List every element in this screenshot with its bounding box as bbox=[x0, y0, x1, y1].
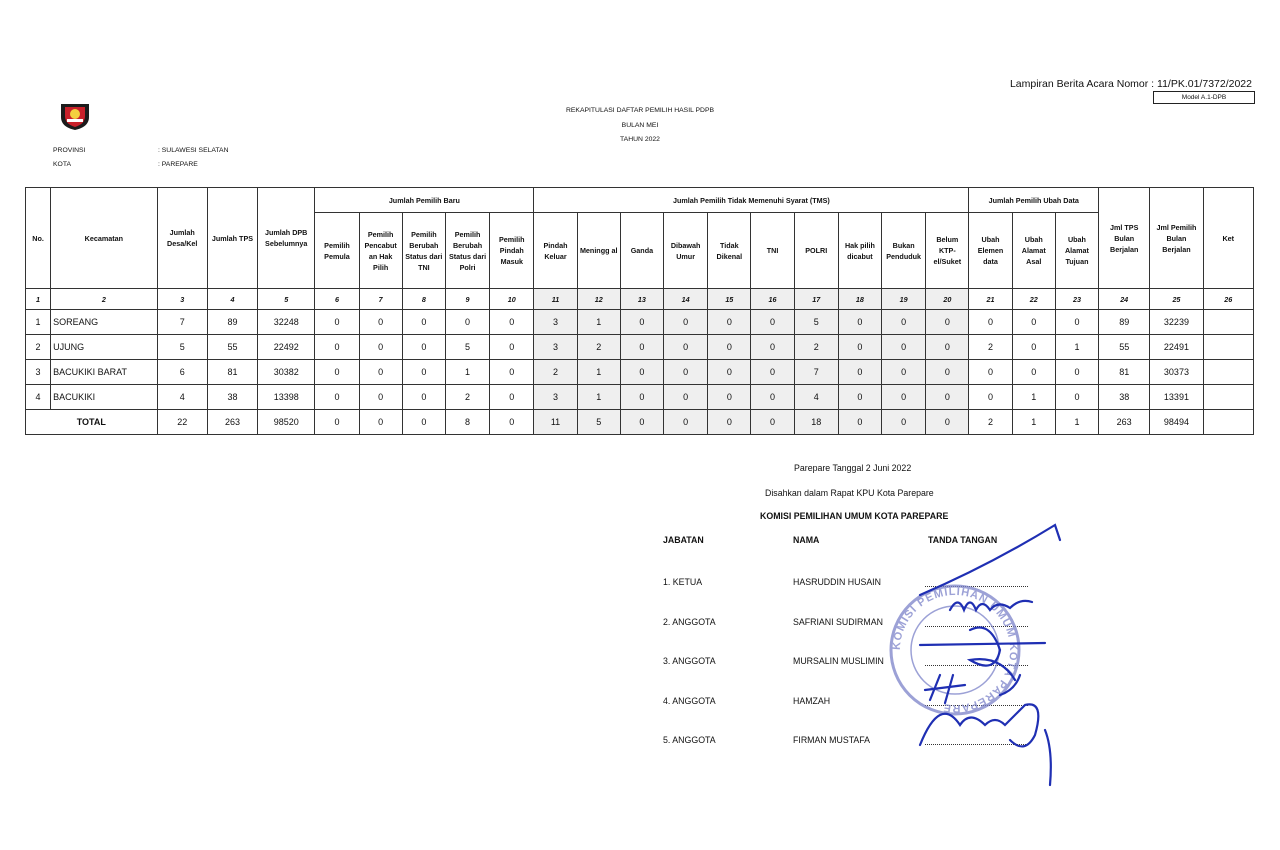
row-number: 2 bbox=[26, 335, 51, 360]
member-nama: HAMZAH bbox=[793, 695, 831, 706]
sub-tms-header-3: Ganda bbox=[620, 213, 663, 289]
signature-line bbox=[925, 705, 1028, 706]
header-tanda-tangan: TANDA TANGAN bbox=[928, 535, 998, 545]
lampiran-reference: Lampiran Berita Acara Nomor : 11/PK.01/7372/2022 bbox=[1009, 78, 1252, 90]
ubah-data-cell: 0 bbox=[969, 385, 1012, 410]
column-number: 7 bbox=[359, 289, 402, 310]
ubah-data-cell: 0 bbox=[969, 310, 1012, 335]
sub-tms-header-1: Pindah Keluar bbox=[534, 213, 577, 289]
tms-cell: 2 bbox=[794, 335, 838, 360]
tms-cell: 0 bbox=[664, 310, 708, 335]
row-number: 4 bbox=[26, 385, 51, 410]
sub-tms-header-8: Hak pilih dicabut bbox=[838, 213, 881, 289]
pemilih-baru-cell: 0 bbox=[359, 310, 402, 335]
sub-baru-header-1: Pemilih Pemula bbox=[315, 213, 359, 289]
title-line-1: REKAPITULASI DAFTAR PEMILIH HASIL PDPB bbox=[565, 107, 715, 114]
member-jabatan: 2. ANGGOTA bbox=[663, 616, 716, 627]
header-group-ubah: Jumlah Pemilih Ubah Data bbox=[969, 188, 1099, 213]
tms-cell: 0 bbox=[708, 310, 751, 335]
sub-tms-header-5: Tidak Dikenal bbox=[708, 213, 751, 289]
desa-cell: 7 bbox=[157, 310, 207, 335]
tms-cell: 1 bbox=[577, 310, 620, 335]
total-row bbox=[26, 410, 1254, 435]
tps-cell: 38 bbox=[207, 385, 257, 410]
column-number: 11 bbox=[534, 289, 577, 310]
tms-cell: 0 bbox=[620, 335, 663, 360]
member-jabatan: 1. KETUA bbox=[663, 577, 703, 587]
tms-cell: 0 bbox=[838, 385, 881, 410]
table-row bbox=[26, 385, 1254, 410]
total-tms-cell: 0 bbox=[664, 410, 708, 435]
pemilih-baru-cell: 0 bbox=[445, 310, 489, 335]
header-group-baru: Jumlah Pemilih Baru bbox=[315, 188, 534, 213]
ubah-data-cell: 0 bbox=[1012, 310, 1055, 335]
tms-cell: 0 bbox=[882, 310, 926, 335]
total-tms-cell: 18 bbox=[794, 410, 838, 435]
column-number: 14 bbox=[664, 289, 708, 310]
tms-cell: 5 bbox=[794, 310, 838, 335]
total-tms-cell: 0 bbox=[882, 410, 926, 435]
provinsi-row bbox=[53, 147, 229, 154]
komisi-text: KOMISI PEMILIHAN UMUM KOTA PAREPARE bbox=[760, 511, 949, 521]
column-number: 3 bbox=[157, 289, 207, 310]
tms-cell: 0 bbox=[664, 385, 708, 410]
column-number: 18 bbox=[838, 289, 881, 310]
tms-cell: 2 bbox=[534, 360, 577, 385]
row-number: 3 bbox=[26, 360, 51, 385]
tms-cell: 0 bbox=[838, 310, 881, 335]
tms-cell: 0 bbox=[926, 385, 969, 410]
kecamatan-cell: SOREANG bbox=[51, 310, 158, 335]
jml-tps-cell: 89 bbox=[1099, 310, 1150, 335]
total-ubah-cell: 1 bbox=[1055, 410, 1098, 435]
ubah-data-cell: 0 bbox=[1055, 385, 1098, 410]
total-label: TOTAL bbox=[26, 410, 158, 435]
ket-cell bbox=[1203, 385, 1253, 410]
ubah-data-cell: 0 bbox=[1055, 360, 1098, 385]
header-jabatan: JABATAN bbox=[663, 535, 704, 545]
column-number: 2 bbox=[51, 289, 158, 310]
column-number: 13 bbox=[620, 289, 663, 310]
pemilih-baru-cell: 0 bbox=[315, 335, 359, 360]
tms-cell: 0 bbox=[708, 335, 751, 360]
dpb-cell: 32248 bbox=[258, 310, 315, 335]
total-ubah-cell: 2 bbox=[969, 410, 1012, 435]
column-number: 6 bbox=[315, 289, 359, 310]
pemilih-baru-cell: 0 bbox=[490, 335, 534, 360]
desa-cell: 6 bbox=[157, 360, 207, 385]
kpu-logo bbox=[58, 101, 92, 131]
stamp-and-signatures bbox=[880, 510, 1080, 790]
ubah-data-cell: 1 bbox=[1012, 385, 1055, 410]
provinsi-label: PROVINSI bbox=[53, 147, 86, 154]
tms-cell: 0 bbox=[620, 310, 663, 335]
tms-cell: 0 bbox=[751, 310, 794, 335]
ket-cell bbox=[1203, 360, 1253, 385]
column-number: 20 bbox=[926, 289, 969, 310]
tps-cell: 89 bbox=[207, 310, 257, 335]
total-tms-cell: 0 bbox=[751, 410, 794, 435]
tms-cell: 1 bbox=[577, 385, 620, 410]
column-number: 23 bbox=[1055, 289, 1098, 310]
total-tms-cell: 5 bbox=[577, 410, 620, 435]
model-label: Model A.1-DPB bbox=[1153, 91, 1255, 104]
total-baru-cell: 0 bbox=[359, 410, 402, 435]
column-number: 26 bbox=[1203, 289, 1253, 310]
tms-cell: 4 bbox=[794, 385, 838, 410]
total-dpb: 98520 bbox=[258, 410, 315, 435]
kota-row bbox=[53, 161, 198, 168]
ubah-data-cell: 0 bbox=[969, 360, 1012, 385]
sub-baru-header-3: Pemilih Berubah Status dari TNI bbox=[402, 213, 445, 289]
tms-cell: 3 bbox=[534, 335, 577, 360]
total-jml-tps: 263 bbox=[1099, 410, 1150, 435]
pemilih-baru-cell: 0 bbox=[402, 335, 445, 360]
place-date: Parepare Tanggal 2 Juni 2022 bbox=[794, 463, 912, 473]
column-number: 25 bbox=[1150, 289, 1203, 310]
jml-pemilih-cell: 13391 bbox=[1150, 385, 1203, 410]
pemilih-baru-cell: 1 bbox=[445, 360, 489, 385]
column-number: 5 bbox=[258, 289, 315, 310]
header-ket: Ket bbox=[1203, 188, 1253, 289]
sub-tms-header-4: Dibawah Umur bbox=[664, 213, 708, 289]
column-number: 1 bbox=[26, 289, 51, 310]
pemilih-baru-cell: 0 bbox=[490, 310, 534, 335]
column-number: 15 bbox=[708, 289, 751, 310]
header-tps: Jumlah TPS bbox=[207, 188, 257, 289]
tms-cell: 0 bbox=[751, 360, 794, 385]
desa-cell: 5 bbox=[157, 335, 207, 360]
ubah-data-cell: 1 bbox=[1055, 335, 1098, 360]
pemilih-baru-cell: 0 bbox=[402, 360, 445, 385]
sub-ubah-header-2: Ubah Alamat Asal bbox=[1012, 213, 1055, 289]
tms-cell: 0 bbox=[620, 385, 663, 410]
pemilih-baru-cell: 0 bbox=[315, 360, 359, 385]
sub-ubah-header-3: Ubah Alamat Tujuan bbox=[1055, 213, 1098, 289]
column-number: 19 bbox=[882, 289, 926, 310]
pemilih-baru-cell: 0 bbox=[359, 335, 402, 360]
kota-value: : PAREPARE bbox=[158, 161, 198, 168]
member-nama: FIRMAN MUSTAFA bbox=[793, 735, 871, 745]
signature-strokes bbox=[920, 525, 1060, 785]
kecamatan-cell: UJUNG bbox=[51, 335, 158, 360]
column-number: 16 bbox=[751, 289, 794, 310]
column-number: 22 bbox=[1012, 289, 1055, 310]
tms-cell: 0 bbox=[708, 385, 751, 410]
ket-cell bbox=[1203, 335, 1253, 360]
tms-cell: 0 bbox=[882, 335, 926, 360]
member-nama: HASRUDDIN HUSAIN bbox=[793, 577, 881, 587]
dpb-cell: 30382 bbox=[258, 360, 315, 385]
column-number: 21 bbox=[969, 289, 1012, 310]
official-stamp bbox=[891, 586, 1019, 714]
tms-cell: 0 bbox=[664, 335, 708, 360]
dpb-cell: 22492 bbox=[258, 335, 315, 360]
total-baru-cell: 8 bbox=[445, 410, 489, 435]
total-tps: 263 bbox=[207, 410, 257, 435]
header-jml-tps: Jml TPS Bulan Berjalan bbox=[1099, 188, 1150, 289]
tms-cell: 0 bbox=[751, 385, 794, 410]
table-row bbox=[26, 360, 1254, 385]
kota-label: KOTA bbox=[53, 161, 72, 168]
total-tms-cell: 0 bbox=[620, 410, 663, 435]
header-jml-pemilih: Jml Pemilih Bulan Berjalan bbox=[1150, 188, 1203, 289]
signature-line bbox=[925, 744, 1028, 745]
pemilih-baru-cell: 0 bbox=[359, 385, 402, 410]
title-line-2: BULAN MEI bbox=[621, 121, 659, 129]
pemilih-baru-cell: 0 bbox=[359, 360, 402, 385]
tms-cell: 0 bbox=[838, 335, 881, 360]
pemilih-baru-cell: 0 bbox=[490, 360, 534, 385]
total-ket bbox=[1203, 410, 1253, 435]
tms-cell: 3 bbox=[534, 310, 577, 335]
pemilih-baru-cell: 0 bbox=[402, 385, 445, 410]
total-jml-pemilih: 98494 bbox=[1150, 410, 1203, 435]
kecamatan-cell: BACUKIKI bbox=[51, 385, 158, 410]
pemilih-baru-cell: 0 bbox=[315, 385, 359, 410]
total-baru-cell: 0 bbox=[402, 410, 445, 435]
tms-cell: 0 bbox=[708, 360, 751, 385]
table-row bbox=[26, 335, 1254, 360]
total-desa: 22 bbox=[157, 410, 207, 435]
sub-tms-header-6: TNI bbox=[751, 213, 794, 289]
sub-tms-header-10: Belum KTP-el/Suket bbox=[926, 213, 969, 289]
column-number: 9 bbox=[445, 289, 489, 310]
header-group-tms: Jumlah Pemilih Tidak Memenuhi Syarat (TMS) bbox=[534, 188, 969, 213]
pemilih-baru-cell: 2 bbox=[445, 385, 489, 410]
header-kecamatan: Kecamatan bbox=[51, 188, 158, 289]
tms-cell: 0 bbox=[926, 335, 969, 360]
member-jabatan: 5. ANGGOTA bbox=[663, 735, 716, 745]
ket-cell bbox=[1203, 310, 1253, 335]
jml-tps-cell: 38 bbox=[1099, 385, 1150, 410]
rekap-table bbox=[25, 187, 1254, 435]
signature-line bbox=[925, 626, 1028, 627]
tms-cell: 0 bbox=[664, 360, 708, 385]
tms-cell: 0 bbox=[751, 335, 794, 360]
column-number: 10 bbox=[490, 289, 534, 310]
total-tms-cell: 11 bbox=[534, 410, 577, 435]
sub-baru-header-4: Pemilih Berubah Status dari Polri bbox=[445, 213, 489, 289]
header-no: No. bbox=[26, 188, 51, 289]
total-ubah-cell: 1 bbox=[1012, 410, 1055, 435]
signature-line bbox=[925, 665, 1028, 666]
tms-cell: 0 bbox=[926, 360, 969, 385]
tms-cell: 0 bbox=[926, 310, 969, 335]
jml-pemilih-cell: 30373 bbox=[1150, 360, 1203, 385]
ubah-data-cell: 0 bbox=[1012, 360, 1055, 385]
title-line-3: TAHUN 2022 bbox=[620, 136, 660, 143]
sub-baru-header-2: Pemilih Pencabut an Hak Pilih bbox=[359, 213, 402, 289]
ubah-data-cell: 2 bbox=[969, 335, 1012, 360]
desa-cell: 4 bbox=[157, 385, 207, 410]
total-baru-cell: 0 bbox=[490, 410, 534, 435]
ubah-data-cell: 0 bbox=[1012, 335, 1055, 360]
sub-tms-header-2: Meningg al bbox=[577, 213, 620, 289]
header-desa: Jumlah Desa/Kel bbox=[157, 188, 207, 289]
tms-cell: 2 bbox=[577, 335, 620, 360]
pemilih-baru-cell: 0 bbox=[402, 310, 445, 335]
member-jabatan: 4. ANGGOTA bbox=[663, 695, 716, 706]
ubah-data-cell: 0 bbox=[1055, 310, 1098, 335]
signature-line bbox=[925, 586, 1028, 587]
sub-baru-header-5: Pemilih Pindah Masuk bbox=[490, 213, 534, 289]
jml-pemilih-cell: 22491 bbox=[1150, 335, 1203, 360]
disahkan-text: Disahkan dalam Rapat KPU Kota Parepare bbox=[765, 488, 934, 498]
header-nama: NAMA bbox=[793, 535, 820, 545]
tms-cell: 0 bbox=[620, 360, 663, 385]
total-tms-cell: 0 bbox=[926, 410, 969, 435]
tms-cell: 1 bbox=[577, 360, 620, 385]
column-number: 8 bbox=[402, 289, 445, 310]
column-number: 12 bbox=[577, 289, 620, 310]
kecamatan-cell: BACUKIKI BARAT bbox=[51, 360, 158, 385]
column-number: 4 bbox=[207, 289, 257, 310]
provinsi-value: : SULAWESI SELATAN bbox=[158, 147, 229, 154]
svg-text:KOMISI PEMILIHAN UMUM KOTA PAR bbox=[891, 586, 1019, 714]
column-number: 17 bbox=[794, 289, 838, 310]
table-row bbox=[26, 310, 1254, 335]
tms-cell: 0 bbox=[838, 360, 881, 385]
tms-cell: 7 bbox=[794, 360, 838, 385]
row-number: 1 bbox=[26, 310, 51, 335]
member-jabatan: 3. ANGGOTA bbox=[663, 656, 716, 666]
tms-cell: 3 bbox=[534, 385, 577, 410]
sub-tms-header-7: POLRI bbox=[794, 213, 838, 289]
jml-tps-cell: 55 bbox=[1099, 335, 1150, 360]
member-nama: SAFRIANI SUDIRMAN bbox=[793, 616, 883, 627]
pemilih-baru-cell: 5 bbox=[445, 335, 489, 360]
tms-cell: 0 bbox=[882, 360, 926, 385]
header-dpb: Jumlah DPB Sebelumnya bbox=[258, 188, 315, 289]
total-baru-cell: 0 bbox=[315, 410, 359, 435]
tps-cell: 81 bbox=[207, 360, 257, 385]
tms-cell: 0 bbox=[882, 385, 926, 410]
column-number-row bbox=[26, 289, 1254, 310]
stamp-text: KOMISI PEMILIHAN UMUM KOTA PAREPARE bbox=[890, 585, 1020, 715]
pemilih-baru-cell: 0 bbox=[490, 385, 534, 410]
sub-ubah-header-1: Ubah Elemen data bbox=[969, 213, 1012, 289]
dpb-cell: 13398 bbox=[258, 385, 315, 410]
jml-tps-cell: 81 bbox=[1099, 360, 1150, 385]
total-tms-cell: 0 bbox=[708, 410, 751, 435]
jml-pemilih-cell: 32239 bbox=[1150, 310, 1203, 335]
column-number: 24 bbox=[1099, 289, 1150, 310]
pemilih-baru-cell: 0 bbox=[315, 310, 359, 335]
total-tms-cell: 0 bbox=[838, 410, 881, 435]
sub-tms-header-9: Bukan Penduduk bbox=[882, 213, 926, 289]
document-title bbox=[480, 104, 800, 148]
member-nama: MURSALIN MUSLIMIN bbox=[793, 656, 884, 666]
tps-cell: 55 bbox=[207, 335, 257, 360]
